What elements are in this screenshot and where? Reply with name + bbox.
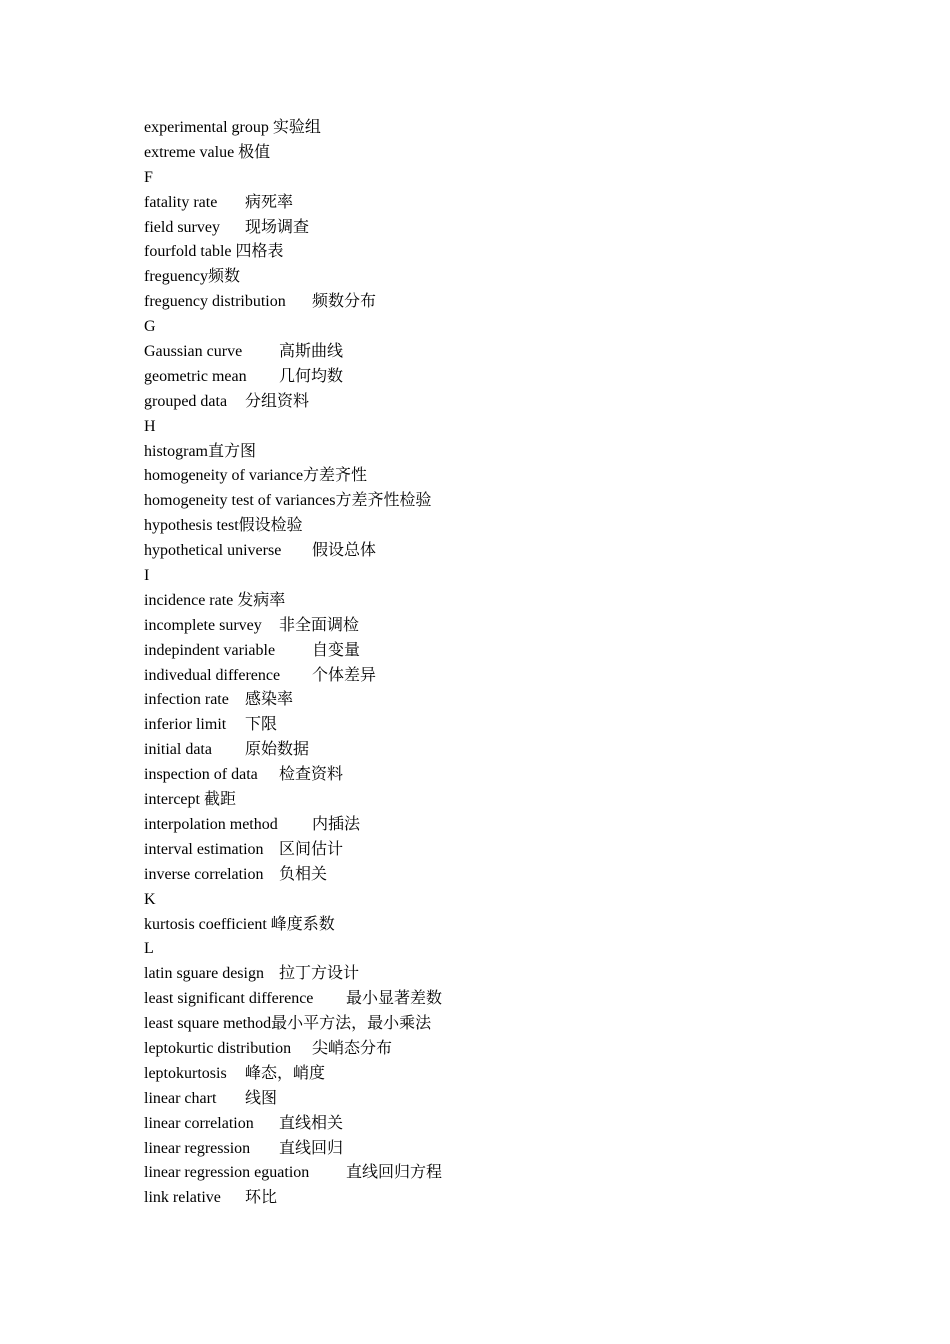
section-letter: K (144, 890, 156, 908)
entry-term: initial data (144, 741, 212, 759)
entry-translation: 现场调查 (245, 218, 310, 236)
glossary-entry (144, 1037, 844, 1062)
entry-translation: 下限 (245, 716, 278, 734)
entry-term: inverse correlation (144, 865, 268, 883)
entry-term: inferior limit (144, 716, 227, 734)
entry-translation: 区间估计 (279, 840, 344, 858)
entry-term: incidence rate (144, 591, 238, 609)
glossary-entry (144, 1012, 844, 1037)
glossary-entry (144, 265, 844, 290)
entry-term: geometric mean (144, 367, 247, 385)
entry-term: field survey (144, 218, 220, 236)
entry-term: hypothesis test (144, 517, 239, 535)
entry-translation: 直线回归 (279, 1139, 344, 1157)
glossary-entry (144, 664, 844, 689)
entry-translation: 内插法 (312, 815, 361, 833)
entry-term: histogram (144, 442, 208, 460)
glossary-entry (144, 340, 844, 365)
entry-term: extreme value (144, 143, 239, 161)
entry-term: fourfold table (144, 243, 236, 261)
section-letter: I (144, 567, 150, 585)
glossary-entry (144, 489, 844, 514)
entry-term: least square method (144, 1015, 272, 1033)
entry-translation: 截距 (203, 791, 236, 809)
entry-term: indepindent variable (144, 641, 276, 659)
glossary-entry (144, 240, 844, 265)
glossary-entry (144, 514, 844, 539)
entry-translation: 病死率 (245, 193, 294, 211)
entry-term: experimental group (144, 119, 273, 136)
entry-term: linear chart (144, 1089, 217, 1107)
glossary-entry (144, 141, 844, 166)
entry-translation: 峰度系数 (270, 915, 335, 933)
entry-translation: 感染率 (245, 691, 294, 709)
entry-translation: 实验组 (272, 119, 321, 136)
glossary-entry (144, 440, 844, 465)
glossary-entry (144, 290, 844, 315)
entry-translation: 个体差异 (312, 666, 377, 684)
section-letter-heading (144, 564, 844, 589)
entry-translation: 频数 (207, 268, 240, 286)
section-letter-heading (144, 166, 844, 191)
entry-translation: 峰态，峭度 (245, 1064, 326, 1082)
glossary-entry (144, 639, 844, 664)
glossary-entry (144, 738, 844, 763)
entry-translation: 分组资料 (245, 392, 310, 410)
entry-term: hypothetical universe (144, 542, 282, 560)
section-letter-heading (144, 888, 844, 913)
entry-term: latin sguare design (144, 965, 264, 983)
glossary-list (144, 116, 844, 1211)
entry-translation: 方差齐性检验 (335, 492, 432, 510)
entry-term: freguency (144, 268, 208, 286)
entry-term: interpolation method (144, 815, 278, 833)
glossary-entry (144, 1137, 844, 1162)
glossary-entry (144, 838, 844, 863)
glossary-entry (144, 713, 844, 738)
entry-translation: 频数分布 (312, 293, 377, 311)
glossary-entry (144, 1161, 844, 1186)
entry-term: Gaussian curve (144, 343, 243, 361)
entry-term: homogeneity test of variances (144, 492, 336, 510)
entry-term: linear correlation (144, 1114, 254, 1132)
glossary-entry (144, 116, 844, 141)
glossary-entry (144, 589, 844, 614)
entry-translation: 拉丁方设计 (279, 965, 360, 983)
entry-translation: 极值 (238, 143, 271, 161)
entry-translation: 直线回归方程 (346, 1164, 443, 1182)
entry-translation: 检查资料 (279, 766, 344, 784)
glossary-entry (144, 688, 844, 713)
glossary-entry (144, 539, 844, 564)
glossary-entry (144, 913, 844, 938)
glossary-entry (144, 614, 844, 639)
section-letter-heading (144, 415, 844, 440)
glossary-entry (144, 788, 844, 813)
entry-term: leptokurtosis (144, 1064, 227, 1082)
entry-term: homogeneity of variance (144, 467, 304, 485)
glossary-entry (144, 390, 844, 415)
glossary-entry (144, 365, 844, 390)
section-letter: L (144, 940, 154, 958)
entry-translation: 方差齐性 (303, 467, 368, 485)
entry-term: linear regression (144, 1139, 251, 1157)
entry-term: interval estimation (144, 840, 264, 858)
entry-term: indivedual difference (144, 666, 281, 684)
entry-term: link relative (144, 1189, 221, 1207)
entry-translation: 原始数据 (245, 741, 310, 759)
glossary-entry (144, 1087, 844, 1112)
glossary-entry (144, 191, 844, 216)
entry-translation: 尖峭态分布 (312, 1039, 393, 1057)
entry-translation: 四格表 (235, 243, 284, 261)
section-letter: F (144, 168, 153, 186)
entry-translation: 最小显著差数 (346, 990, 443, 1008)
entry-term: incomplete survey (144, 616, 262, 634)
entry-translation: 假设检验 (238, 517, 303, 535)
entry-translation: 假设总体 (312, 542, 377, 560)
entry-translation: 非全面调检 (279, 616, 360, 634)
entry-translation: 几何均数 (279, 367, 344, 385)
glossary-entry (144, 1062, 844, 1087)
entry-translation: 最小平方法，最小乘法 (271, 1015, 432, 1033)
glossary-entry (144, 962, 844, 987)
glossary-entry (144, 863, 844, 888)
section-letter: G (144, 318, 156, 336)
entry-term: linear regression eguation (144, 1164, 310, 1182)
entry-term: leptokurtic distribution (144, 1039, 292, 1057)
entry-term: kurtosis coefficient (144, 915, 271, 933)
section-letter-heading (144, 315, 844, 340)
entry-translation: 高斯曲线 (279, 343, 344, 361)
entry-translation: 发病率 (237, 591, 286, 609)
entry-term: least significant difference (144, 990, 314, 1008)
glossary-entry (144, 216, 844, 241)
glossary-entry (144, 464, 844, 489)
glossary-entry (144, 1186, 844, 1211)
entry-term: intercept (144, 791, 204, 809)
entry-translation: 负相关 (279, 865, 328, 883)
entry-translation: 环比 (245, 1189, 278, 1207)
glossary-entry (144, 1112, 844, 1137)
entry-translation: 线图 (245, 1089, 278, 1107)
entry-term: freguency distribution (144, 293, 286, 311)
entry-term: fatality rate (144, 193, 218, 211)
glossary-entry (144, 987, 844, 1012)
glossary-entry (144, 763, 844, 788)
entry-term: inspection of data (144, 766, 258, 784)
section-letter: H (144, 417, 156, 435)
section-letter-heading (144, 937, 844, 962)
entry-translation: 直方图 (208, 442, 257, 460)
entry-term: infection rate (144, 691, 229, 709)
entry-translation: 直线相关 (279, 1114, 344, 1132)
entry-translation: 自变量 (312, 641, 361, 659)
entry-term: grouped data (144, 392, 228, 410)
glossary-entry (144, 813, 844, 838)
